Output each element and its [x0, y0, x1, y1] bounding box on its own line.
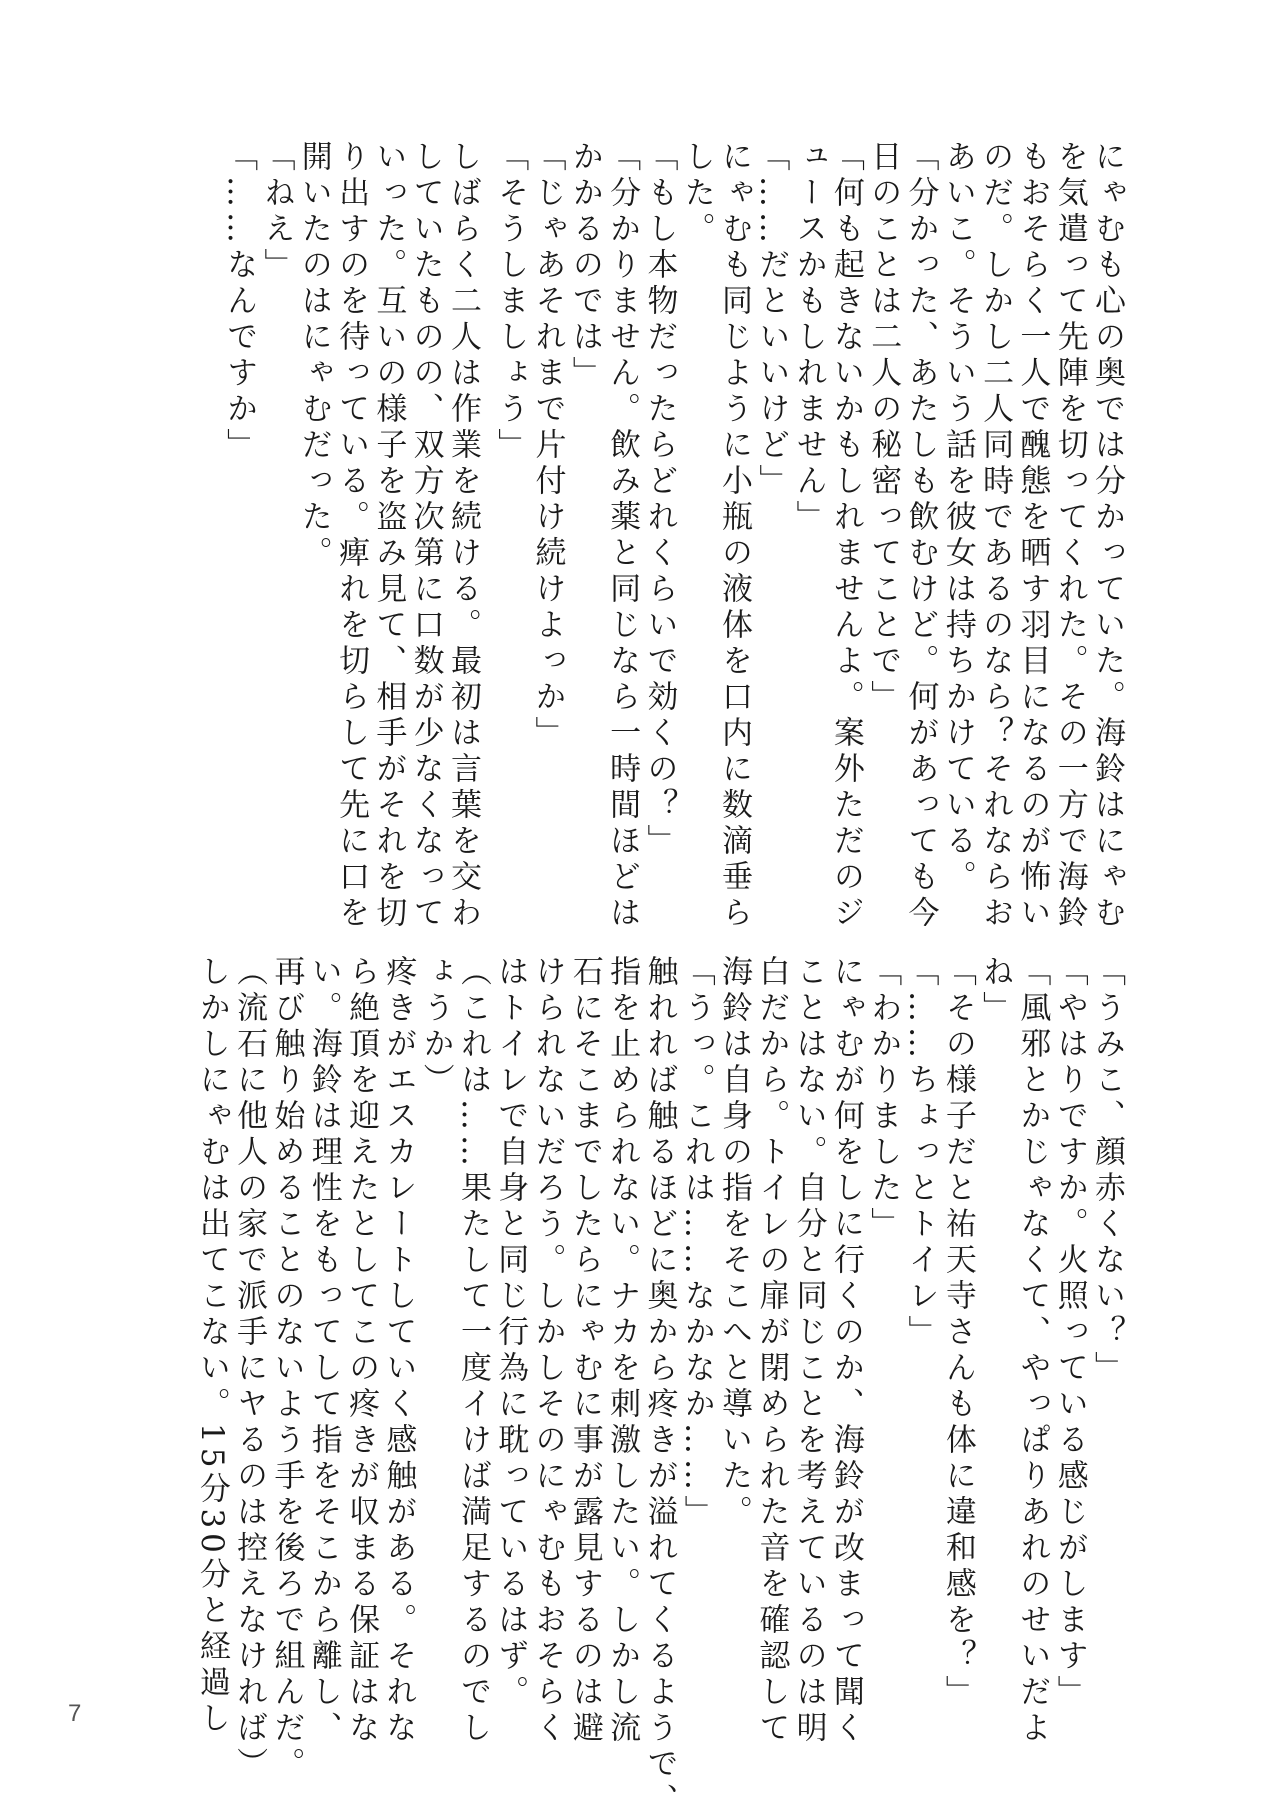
text-line: 「わかりました」	[865, 955, 902, 1243]
text-block-bottom	[193, 955, 1125, 1819]
text-line: ょうか）	[417, 955, 454, 1099]
text-line: にゃむも同じように小瓶の液体を口内に数滴垂ら	[716, 140, 753, 932]
text-line: にゃむも心の奥では分かっていた。海鈴はにゃむ	[1089, 140, 1125, 932]
text-line: 「……ちょっとトイレ」	[902, 955, 939, 1351]
text-line: 「うみこ、顔赤くない？」	[1089, 955, 1125, 1387]
text-line: 疼きがエスカレートしていく感触がある。それな	[380, 955, 417, 1747]
text-line: 「じゃあそれまで片付け続けよっか」	[529, 140, 566, 752]
text-line: 日のことは二人の秘密ってことで」	[865, 140, 902, 716]
text-line: 指を止められない。ナカを刺激したい。しかし流	[604, 955, 641, 1747]
text-line: 「ねえ」	[258, 140, 295, 284]
text-line: のだ。しかし二人同時であるのなら？それならお	[977, 140, 1014, 932]
text-line: （流石に他人の家で派手にヤるのは控えなければ）	[231, 955, 268, 1783]
text-line: いった。互いの様子を盗み見て、相手がそれを切	[370, 140, 407, 932]
text-line: 「もし本物だったらどれくらいで効くの？」	[641, 140, 678, 860]
text-line: もおそらく一人で醜態を晒す羽目になるのが怖い	[1014, 140, 1051, 932]
text-line: 海鈴は自身の指をそこへと導いた。	[716, 955, 753, 1531]
text-line: ことはない。自分と同じことを考えているのは明	[790, 955, 827, 1747]
text-line: 白だから。トイレの扉が閉められた音を確認して	[753, 955, 790, 1747]
text-line: い。海鈴は理性をもってして指をそこから離し、	[305, 955, 342, 1747]
text-line: を気遣って先陣を切ってくれた。その一方で海鈴	[1051, 140, 1088, 932]
text-block-top	[220, 140, 1125, 940]
text-line: 触れれば触るほどに奥から疼きが溢れてくるようで、	[641, 955, 678, 1819]
text-line: 再び触り始めることのないよう手を後ろで組んだ。	[268, 955, 305, 1783]
text-line: 「……なんですか」	[221, 140, 258, 464]
text-line: ら絶頂を迎えたとしてこの疼きが収まる保証はな	[343, 955, 380, 1747]
text-line: していたものの、双方次第に口数が少なくなって	[407, 140, 444, 932]
text-line: けられないだろう。しかしそのにゃむもおそらく	[529, 955, 566, 1747]
text-line: り出すのを待っている。痺れを切らして先に口を	[333, 140, 370, 932]
text-line: はトイレで自身と同じ行為に耽っているはず。	[492, 955, 529, 1711]
text-line: 「分かった、あたしも飲むけど。何があっても今	[902, 140, 939, 932]
text-line: した。	[678, 140, 715, 248]
text-line: ね」	[977, 955, 1014, 1027]
text-line: 「分かりません。飲み薬と同じなら一時間ほどは	[604, 140, 641, 932]
text-line: あいこ。そういう話を彼女は持ちかけている。	[939, 140, 976, 896]
text-line: （これは……果たして一度イけば満足するのでし	[454, 955, 491, 1747]
text-line: 「うっ。これは……なかなか……」	[678, 955, 715, 1531]
text-line: 「風邪とかじゃなくて、やっぱりあれのせいだよ	[1014, 955, 1051, 1747]
text-line: 「やはりですか。火照っている感じがします」	[1051, 955, 1088, 1711]
text-line: にゃむが何をしに行くのか、海鈴が改まって聞く	[827, 955, 864, 1747]
text-line: 「何も起きないかもしれませんよ。案外ただのジ	[827, 140, 864, 932]
text-line: 「その様子だと祐天寺さんも体に違和感を？」	[939, 955, 976, 1711]
text-line: しかしにゃむは出てこない。15分30分と経過し	[193, 955, 230, 1738]
text-line: 石にそこまでしたらにゃむに事が露見するのは避	[566, 955, 603, 1747]
text-line: 「そうしましょう」	[492, 140, 529, 464]
text-line: ュースかもしれません」	[790, 140, 827, 536]
text-line: 開いたのはにゃむだった。	[295, 140, 332, 572]
text-line: しばらく二人は作業を続ける。最初は言葉を交わ	[444, 140, 481, 932]
page-number: 7	[68, 1700, 82, 1727]
text-line: かかるのでは」	[566, 140, 603, 392]
text-line: 「……だといいけど」	[753, 140, 790, 500]
